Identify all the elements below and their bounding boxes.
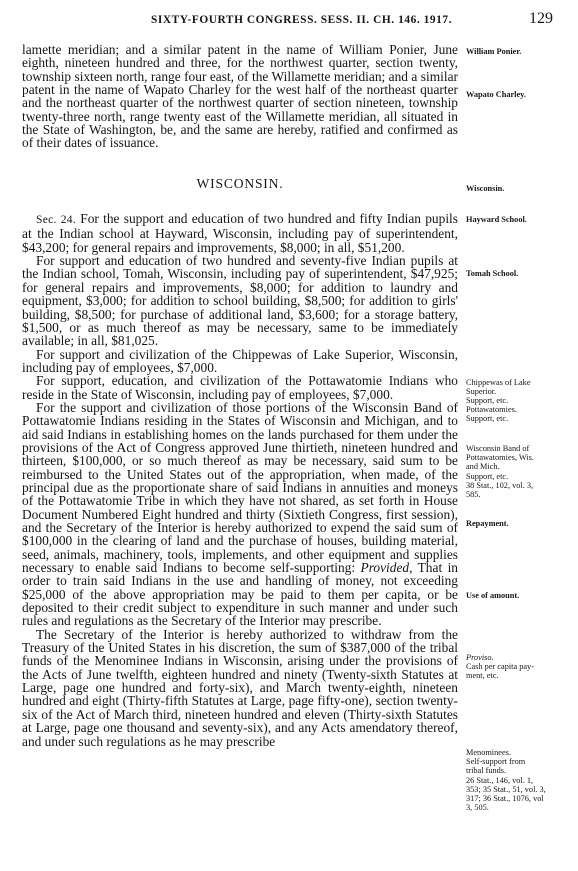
margin-note-pottawatomies: Pottawatomies. Support, etc. xyxy=(466,405,517,424)
margin-note-proviso: Proviso. Cash per capita pay- ment, etc. xyxy=(466,653,534,681)
running-head: SIXTY-FOURTH CONGRESS. SESS. II. CH. 146. 1917. xyxy=(151,14,452,26)
paragraph-washington-patents: lamette meridian; and a similar patent in the name of William Ponier, June eighth, nineteen hundred and three, for the northwest quarter, section twenty, township sixteen north, range four east, of the Willamette meridian; and a similar patent in the name of Wapato Charley for the west half of the northeast quarter and the northeast quarter of the northwest quarter of section nineteen, township twenty-three north, range twenty east of the Willamette meridian, all situated in the State of Washington, be, and the same are hereby, ratified and confirmed as of their dates of issuance. xyxy=(22,42,458,151)
margin-note-wapato-charley: Wapato Charley. xyxy=(466,90,526,99)
running-header xyxy=(0,10,578,30)
margin-note-tomah-school: Tomah School. xyxy=(466,269,519,278)
proviso-word: Provided, xyxy=(360,560,413,576)
margin-note-menominees: Menominees. Self-support from tribal funds. 26 Stat., 146, vol. 1, 353; 35 Stat., 51, vol. 3, 317; 36 Stat., 1076, vol 3, 505. xyxy=(466,748,546,813)
page-number: 129 xyxy=(529,10,553,27)
section-number: Sec. 24. xyxy=(36,214,77,227)
band-text-after: That in order to train said Indians in the use and handling of money, not exceeding $25,000 of the above appropriation may be paid to them per capita, or be deposited to their credit subject to expenditure in such manner and under such rules and regulations as the Secretary of the Interior may prescribe. xyxy=(22,560,458,629)
paragraph-chippewas: For support and civilization of the Chippewas of Lake Superior, Wisconsin, including pay of employees, $7,000. xyxy=(22,346,458,375)
paragraph-tomah-school: For support and education of two hundred and seventy-five Indian pupils at the Indian school, Tomah, Wisconsin, including pay of superintendent, $47,925; for general repairs and improvements, $8,000; for addition to laundry and equipment, $3,000; for addition to school building, $8,500; for addition to girls' building, $8,500; for purchase of additional land, $3,600; for a storage battery, $1,500, or as much thereof as may be necessary, same to be immediately available; in all, $81,025. xyxy=(22,253,458,349)
margin-note-hayward-school: Hayward School. xyxy=(466,215,527,224)
paragraph-pottawatomie-band xyxy=(22,401,458,628)
paragraph-hayward-school xyxy=(22,212,458,254)
paragraph-pottawatomie: For support, education, and civilization of the Pottawatomie Indians who reside in the State of Wisconsin, including pay of employees, $7,000. xyxy=(22,373,458,402)
margin-note-repayment: Repayment. xyxy=(466,519,509,528)
band-text-before: For the support and civilization of those portions of the Wisconsin Band of Pottawatomie Indians residing in the States of Wisconsin and Michigan, and to aid said Indians in establishing homes on the lands purchased for them under the provisions of the Act of Congress approved June thirtieth, nineteen hundred and thirteen, $100,000, or so much thereof as may be necessary, said sum to be reimbursed to the United States out of the appropriation, when made, of the principal due as the proportionate share of said Indians in annuities and moneys of the Pottawatomie Tribe in which they have not shared, as set forth in House Document Numbered Eight hundred and thirty (Sixtieth Congress, first session), and the Secretary of the Interior is hereby authorized to expend the said sum of $100,000 in the clearing of land and the purchase of houses, building material, seed, animals, machinery, tools, implements, and other equipment and supplies necessary to enable said Indians to become self-supporting: xyxy=(22,399,458,576)
section-title-wisconsin: WISCONSIN. xyxy=(196,175,284,191)
paragraph-hayward-text: For the support and education of two hundred and fifty Indian pupils at the Indian school at Hayward, Wisconsin, including pay of superintendent, $43,200; for general repairs and improvements, $8,000; in all, $51,200. xyxy=(22,211,458,255)
margin-note-use-of-amount: Use of amount. xyxy=(466,591,520,600)
paragraph-menominee-funds: The Secretary of the Interior is hereby authorized to withdraw from the Treasury of the United States in his discretion, the sum of $387,000 of the tribal funds of the Menominee Indians in Wisconsin, arising under the provisions of the Acts of June twelfth, eighteen hundred and ninety (Twenty-sixth Statutes at Large, page one hundred and forty-six), and March twenty-eighth, nineteen hundred and eight (Thirty-fifth Statutes at Large, page fifty-one), section twenty-six of the Act of March third, nineteen hundred and eleven (Thirty-sixth Statutes at Large, page one thousand and seventy-six), and any Acts amendatory thereof, and under such regulations as he may prescribe xyxy=(22,626,458,749)
margin-note-wisconsin-band: Wisconsin Band of Pottawatomies, Wis. and Mich. Support, etc. 38 Stat., 102, vol. 3, 585. xyxy=(466,444,534,500)
margin-note-william-ponier: William Ponier. xyxy=(466,47,522,56)
main-text xyxy=(22,43,458,748)
margin-note-chippewas: Chippewas of Lake Superior. Support, etc. xyxy=(466,378,531,406)
margin-note-wisconsin: Wisconsin. xyxy=(466,184,505,193)
